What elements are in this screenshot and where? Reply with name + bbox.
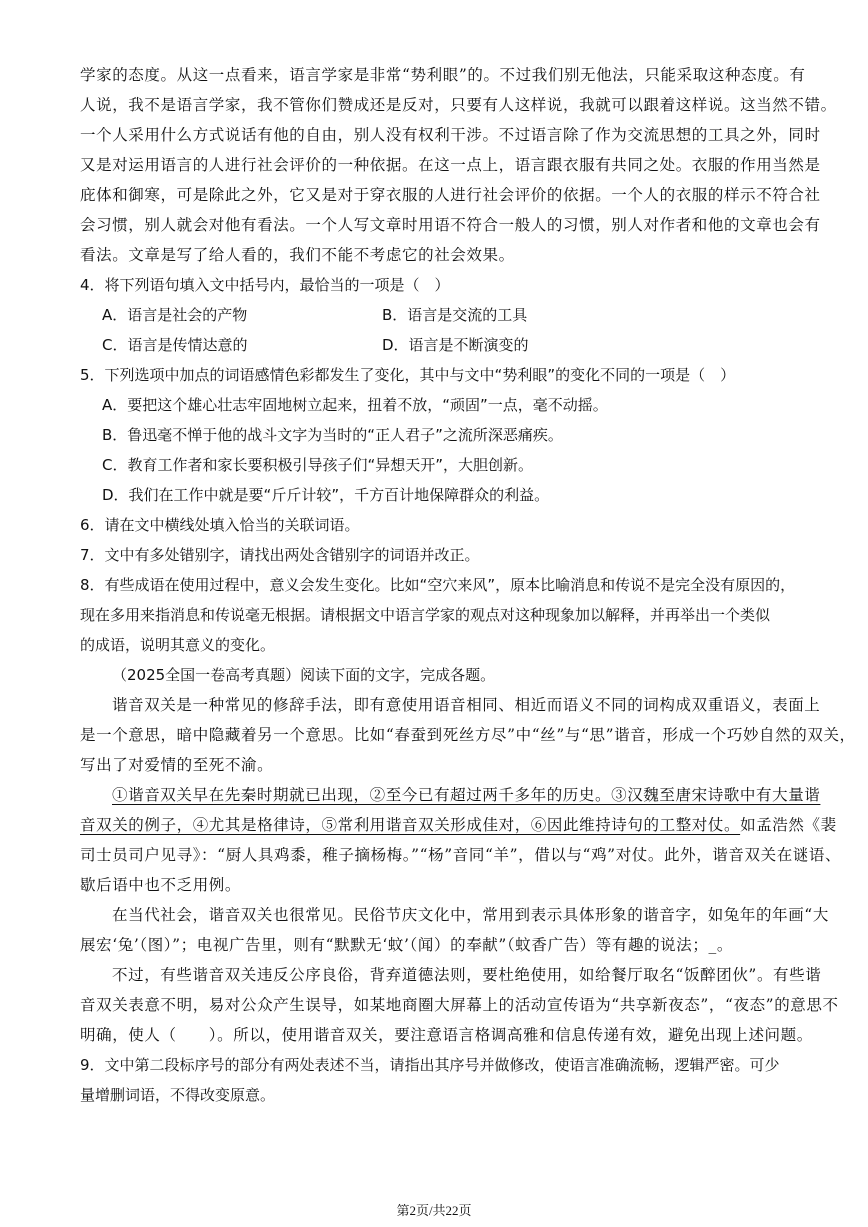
question-8-line: 8．有些成语在使用过程中，意义会发生变化。比如“空穴来风”，原本比喻消息和传说不是完全没有原因的， bbox=[80, 576, 796, 594]
question-5-option-c: C．教育工作者和家长要积极引导孩子们“异想天开”，大胆创新。 bbox=[102, 456, 534, 474]
passage2-line: 展宏‘兔’（图）”；电视广告里，则有“默默无‘蚊’（闻）的奉献”（蚊香广告）等有趣的说法；_。 bbox=[80, 936, 733, 954]
question-4-option-d: D．语言是不断演变的 bbox=[382, 336, 529, 354]
question-5-option-b: B．鲁迅毫不惮于他的战斗文字为当时的“正人君子”之流所深恶痛疾。 bbox=[102, 426, 563, 444]
numbered-statements: ①谐音双关早在先秦时期就已出现，②至今已有超过两千多年的历史。③汉魏至唐宋诗歌中有大量谐 bbox=[112, 786, 821, 804]
page-number: 第2页/共22页 bbox=[396, 1203, 472, 1218]
question-5-option-d: D．我们在工作中就是要“斤斤计较”，千方百计地保障群众的利益。 bbox=[102, 486, 550, 504]
passage1-line: 又是对运用语言的人进行社会评价的一种依据。在这一点上，语言跟衣服有共同之处。衣服的作用当然是 bbox=[80, 156, 821, 174]
question-4-option-c: C．语言是传情达意的 bbox=[102, 336, 248, 354]
passage1-line: 庇体和御寒，可是除此之外，它又是对于穿衣服的人进行社会评价的依据。一个人的衣服的样示不符合社 bbox=[80, 186, 821, 204]
question-6: 6．请在文中横线处填入恰当的关联词语。 bbox=[80, 516, 360, 534]
passage1-line: 会习惯，别人就会对他有看法。一个人写文章时用语不符合一般人的习惯，别人对作者和他的文章也会有 bbox=[80, 216, 821, 234]
passage1-line: 学家的态度。从这一点看来，语言学家是非常“势利眼”的。不过我们别无他法，只能采取这种态度。有 bbox=[80, 66, 806, 84]
passage2-line: 司士员司户见寻》：“厨人具鸡黍，稚子摘杨梅。”“杨”音同“羊”，借以与“鸡”对仗。此外，谐音双关在谜语、 bbox=[80, 846, 842, 864]
passage2-line: 歇后语中也不乏用例。 bbox=[80, 876, 242, 894]
question-4-option-b: B．语言是交流的工具 bbox=[382, 306, 528, 324]
passage2-underlined-line bbox=[80, 810, 837, 840]
question-4-option-a: A．语言是社会的产物 bbox=[102, 306, 248, 324]
question-7: 7．文中有多处错别字，请找出两处含错别字的词语并改正。 bbox=[80, 546, 480, 564]
passage2-text: 如孟浩然《裴 bbox=[740, 816, 837, 834]
passage2-line: 明确，使人（ ）。所以，使用谐音双关，要注意语言格调高雅和信息传递有效，避免出现上述问题。 bbox=[80, 1026, 813, 1044]
numbered-statements: 音双关的例子，④尤其是格律诗，⑤常利用谐音双关形成佳对，⑥因此维持诗句的工整对仗。 bbox=[80, 816, 741, 834]
question-5-option-a: A．要把这个雄心壮志牢固地树立起来，扭着不放，“顽固”一点，毫不动摇。 bbox=[102, 396, 608, 414]
passage1-line: 一个人采用什么方式说话有他的自由，别人没有权利干涉。不过语言除了作为交流思想的工具之外，同时 bbox=[80, 126, 821, 144]
question-4-stem: 4．将下列语句填入文中括号内，最恰当的一项是（ ） bbox=[80, 276, 450, 294]
passage2-underlined-line bbox=[112, 780, 821, 810]
question-9-line: 量增删词语，不得改变原意。 bbox=[80, 1086, 276, 1104]
passage2-line: 音双关表意不明，易对公众产生误导，如某地商圈大屏幕上的活动宣传语为“共享新夜态”，“夜态”的意思不 bbox=[80, 996, 839, 1014]
passage2-line: 写出了对爱情的至死不渝。 bbox=[80, 756, 274, 774]
passage1-line: 看法。文章是写了给人看的，我们不能不考虑它的社会效果。 bbox=[80, 246, 515, 264]
passage2-line: 谐音双关是一种常见的修辞手法，即有意使用语音相同、相近而语义不同的词构成双重语义，表面上 bbox=[112, 696, 821, 714]
passage1-line: 人说，我不是语言学家，我不管你们赞成还是反对，只要有人这样说，我就可以跟着这样说。这当然不错。 bbox=[80, 96, 837, 114]
passage2-line: 不过，有些谐音双关违反公序良俗，背弃道德法则，要杜绝使用，如给餐厅取名“饭醉团伙”。有些谐 bbox=[112, 966, 822, 984]
passage2-line: 是一个意思，暗中隐藏着另一个意思。比如“春蚕到死丝方尽”中“丝”与“思”谐音，形成一个巧妙自然的双关， bbox=[80, 726, 856, 744]
section-intro: （2025全国一卷高考真题）阅读下面的文字，完成各题。 bbox=[112, 666, 496, 684]
question-5-stem: 5．下列选项中加点的词语感情色彩都发生了变化，其中与文中“势利眼”的变化不同的一项是（ ） bbox=[80, 366, 736, 384]
passage2-line: 在当代社会，谐音双关也很常见。民俗节庆文化中，常用到表示具体形象的谐音字，如兔年的年画“大 bbox=[112, 906, 829, 924]
question-8-line: 的成语，说明其意义的变化。 bbox=[80, 636, 276, 654]
question-8-line: 现在多用来指消息和传说毫无根据。请根据文中语言学家的观点对这种现象加以解释，并再举出一个类似 bbox=[80, 606, 771, 624]
question-9-line: 9．文中第二段标序号的部分有两处表述不当，请指出其序号并做修改，使语言准确流畅，逻辑严密。可少 bbox=[80, 1056, 780, 1074]
